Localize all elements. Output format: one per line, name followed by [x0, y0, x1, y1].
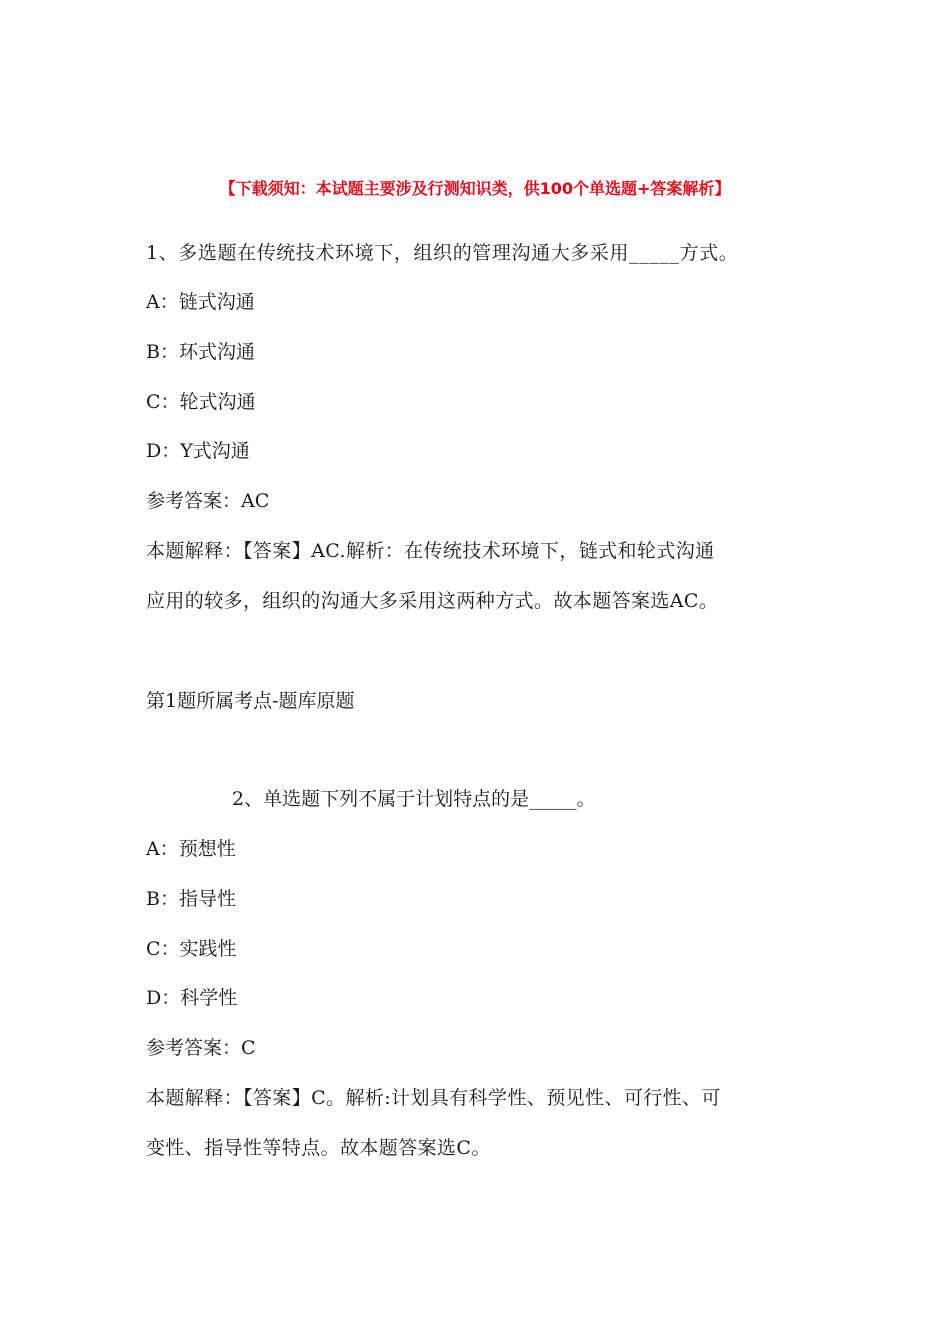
question-1-explanation-line-2: 应用的较多，组织的沟通大多采用这两种方式。故本题答案选AC。 [146, 590, 719, 612]
question-1-stem: 1、多选题在传统技术环境下，组织的管理沟通大多采用_____方式。 [146, 242, 739, 264]
question-2-explanation-line-2: 变性、指导性等特点。故本题答案选C。 [146, 1137, 491, 1159]
question-2-stem: 2、单选题下列不属于计划特点的是_____。 [232, 788, 596, 810]
question-1-option-b: B：环式沟通 [146, 341, 255, 363]
question-1-explanation-line-1: 本题解释：【答案】AC.解析：在传统技术环境下，链式和轮式沟通 [146, 540, 715, 562]
question-1-exam-point: 第1题所属考点-题库原题 [146, 690, 355, 712]
question-2-explanation-line-1: 本题解释：【答案】C。解析:计划具有科学性、预见性、可行性、可 [146, 1087, 721, 1109]
question-2-option-c: C：实践性 [146, 938, 237, 960]
question-1-option-d: D：Y式沟通 [146, 440, 250, 462]
question-1-answer: 参考答案：AC [146, 490, 270, 512]
question-1-option-c: C：轮式沟通 [146, 391, 256, 413]
download-notice: 【下载须知：本试题主要涉及行测知识类，供100个单选题+答案解析】 [219, 179, 731, 198]
question-2-option-a: A：预想性 [146, 838, 236, 860]
question-2-option-d: D：科学性 [146, 987, 238, 1009]
question-1-option-a: A：链式沟通 [146, 291, 255, 313]
question-2-answer: 参考答案：C [146, 1037, 256, 1059]
question-2-option-b: B：指导性 [146, 888, 236, 910]
